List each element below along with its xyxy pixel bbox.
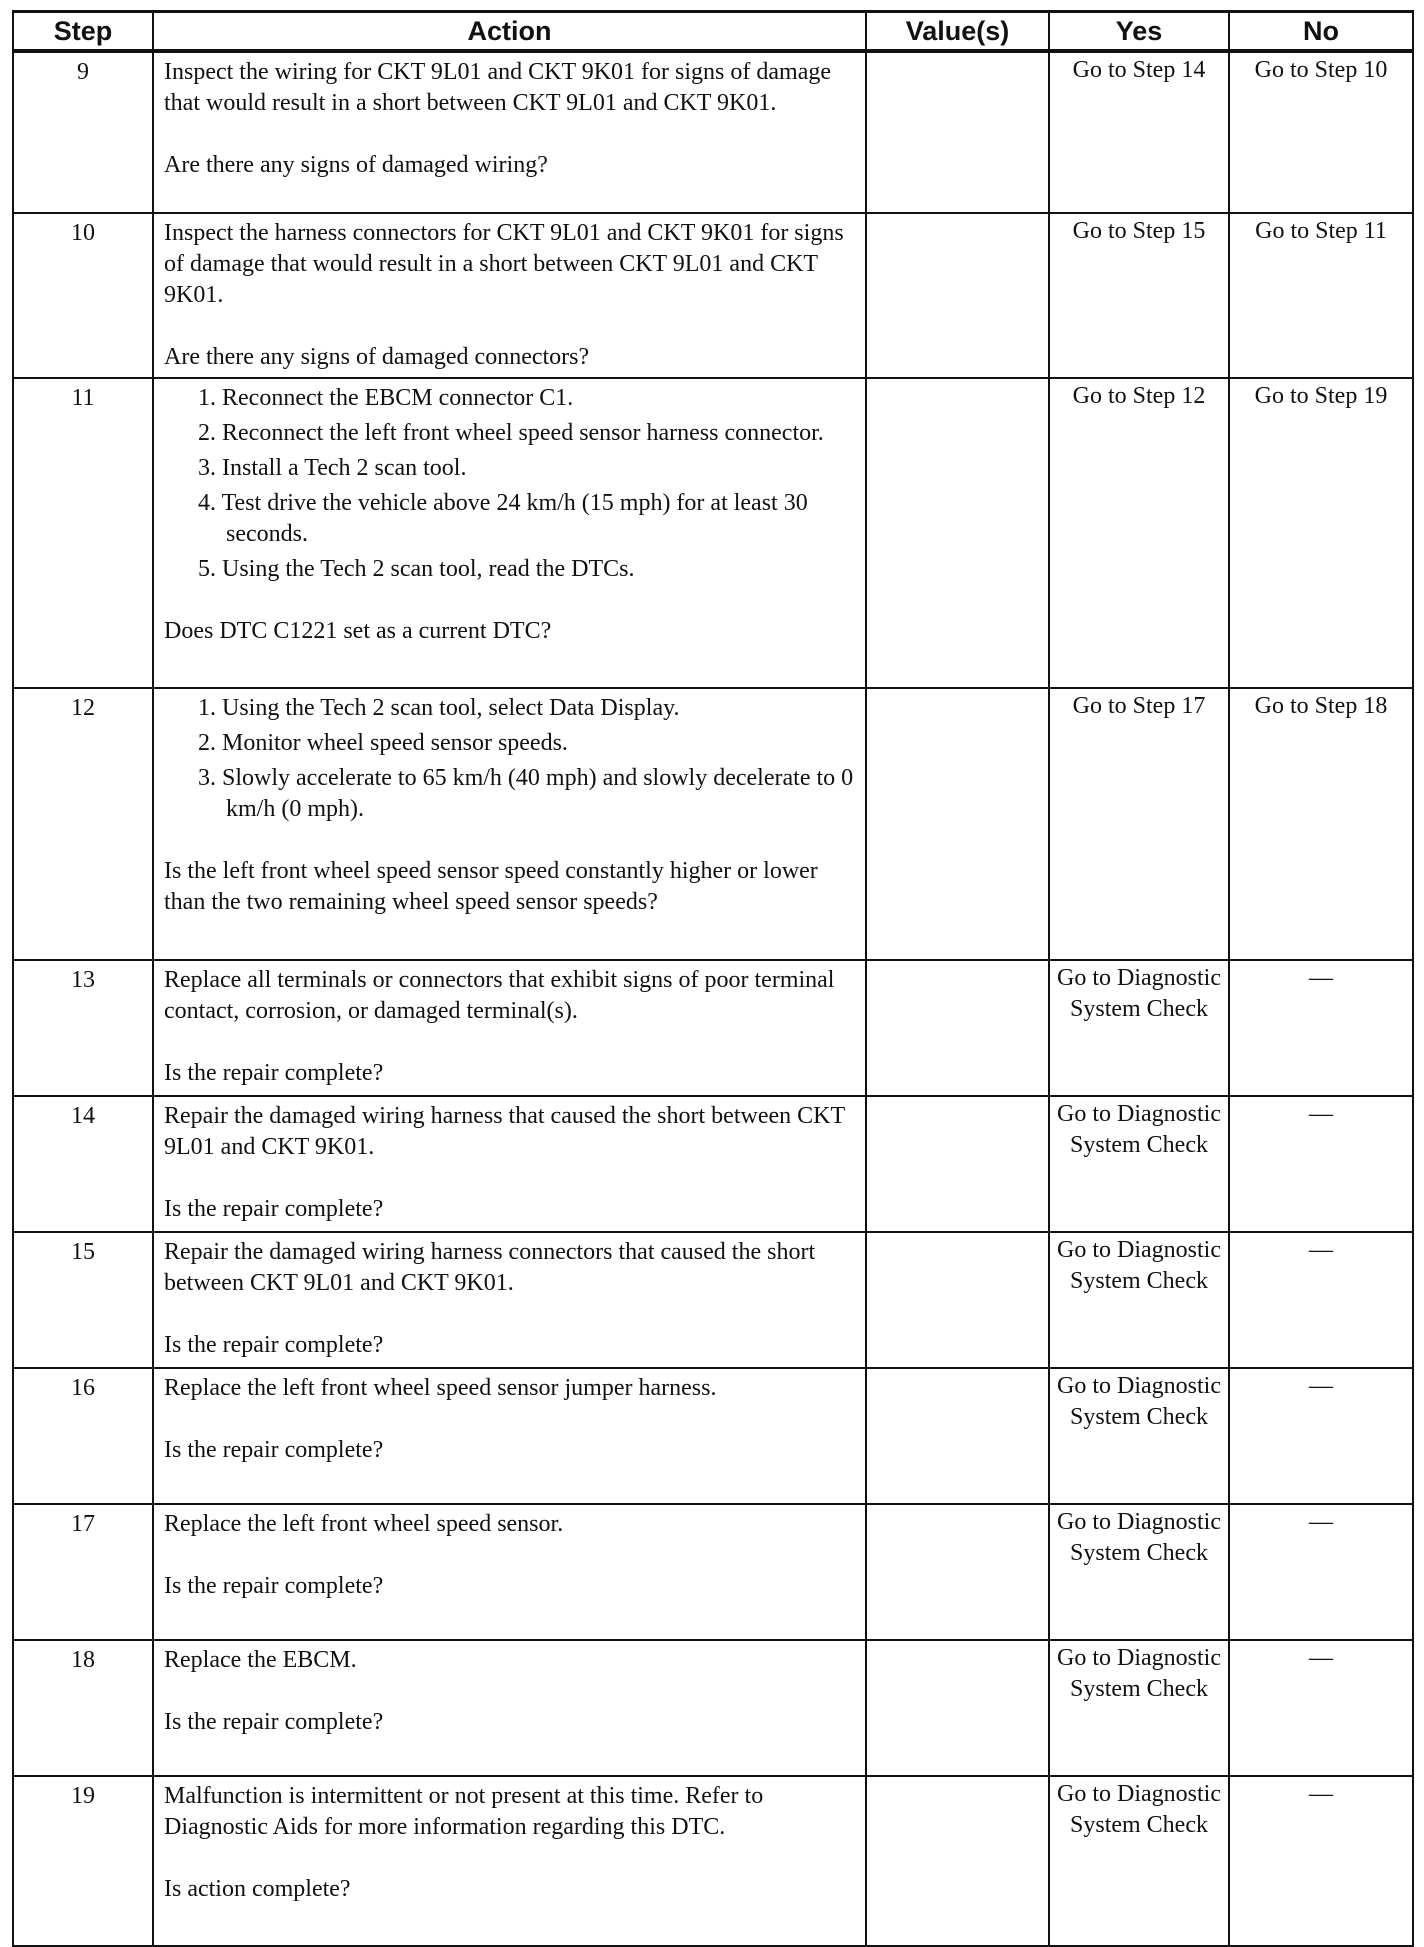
table-row [13,1504,1413,1640]
action-text: Inspect the harness connectors for CKT 9L01 and CKT 9K01 for signs of damage that would result in a short between CKT 9L01 and CKT 9K01. [164,220,844,308]
step-number: 14 [13,1096,153,1232]
yes-outcome: Go to Diagnostic System Check [1049,960,1229,1096]
action-cell [153,51,866,213]
no-outcome: — [1229,1776,1413,1946]
value-cell [866,213,1049,378]
step-number: 19 [13,1776,153,1946]
action-cell [153,378,866,688]
yes-outcome: Go to Step 12 [1049,378,1229,688]
header-step: Step [13,12,153,52]
value-cell [866,1776,1049,1946]
table-row [13,1232,1413,1368]
action-step-item: 2. Monitor wheel speed sensor speeds. [198,730,568,756]
table-row [13,378,1413,688]
action-text: Repair the damaged wiring harness connectors that caused the short between CKT 9L01 and CKT 9K01. [164,1239,816,1296]
no-outcome: Go to Step 18 [1229,688,1413,960]
step-number: 15 [13,1232,153,1368]
table-row [13,1368,1413,1504]
action-question: Are there any signs of damaged wiring? [164,152,548,178]
action-cell [153,1776,866,1946]
action-step-item: 4. Test drive the vehicle above 24 km/h (15 mph) for at least 30 seconds. [198,490,808,547]
action-steps-list [164,383,855,585]
no-outcome: Go to Step 10 [1229,51,1413,213]
header-action: Action [153,12,866,52]
action-step-item: 1. Using the Tech 2 scan tool, select Data Display. [198,695,680,721]
table-row [13,213,1413,378]
yes-outcome: Go to Step 14 [1049,51,1229,213]
action-text: Replace the EBCM. [164,1647,357,1673]
no-outcome: Go to Step 19 [1229,378,1413,688]
yes-outcome: Go to Diagnostic System Check [1049,1640,1229,1776]
action-question: Is the repair complete? [164,1332,384,1358]
action-cell [153,960,866,1096]
action-text: Inspect the wiring for CKT 9L01 and CKT 9K01 for signs of damage that would result in a short between CKT 9L01 and CKT 9K01. [164,59,831,116]
table-row [13,688,1413,960]
table-row [13,1096,1413,1232]
action-cell [153,1640,866,1776]
step-number: 11 [13,378,153,688]
action-step-item: 5. Using the Tech 2 scan tool, read the DTCs. [198,556,635,582]
step-number: 17 [13,1504,153,1640]
action-text: Repair the damaged wiring harness that caused the short between CKT 9L01 and CKT 9K01. [164,1103,845,1160]
table-row [13,1776,1413,1946]
step-number: 13 [13,960,153,1096]
no-outcome: — [1229,1096,1413,1232]
action-cell [153,213,866,378]
step-number: 16 [13,1368,153,1504]
value-cell [866,378,1049,688]
no-outcome: — [1229,960,1413,1096]
value-cell [866,688,1049,960]
value-cell [866,1504,1049,1640]
value-cell [866,1368,1049,1504]
value-cell [866,51,1049,213]
yes-outcome: Go to Diagnostic System Check [1049,1368,1229,1504]
header-values: Value(s) [866,12,1049,52]
action-question: Is the left front wheel speed sensor speed constantly higher or lower than the two remaining wheel speed sensor speeds? [164,858,818,915]
action-step-item: 1. Reconnect the EBCM connector C1. [198,385,574,411]
value-cell [866,1096,1049,1232]
action-text: Replace the left front wheel speed sensor jumper harness. [164,1375,717,1401]
action-cell [153,1504,866,1640]
yes-outcome: Go to Diagnostic System Check [1049,1096,1229,1232]
diagnostic-table [12,10,1414,1947]
step-number: 12 [13,688,153,960]
header-yes: Yes [1049,12,1229,52]
table-row [13,960,1413,1096]
value-cell [866,1640,1049,1776]
no-outcome: — [1229,1368,1413,1504]
action-step-item: 3. Install a Tech 2 scan tool. [198,455,467,481]
action-question: Is action complete? [164,1876,351,1902]
yes-outcome: Go to Diagnostic System Check [1049,1776,1229,1946]
action-question: Are there any signs of damaged connectors? [164,344,590,370]
table-row [13,51,1413,213]
step-number: 9 [13,51,153,213]
step-number: 18 [13,1640,153,1776]
yes-outcome: Go to Step 17 [1049,688,1229,960]
action-question: Is the repair complete? [164,1437,384,1463]
diagnostic-page [12,10,1412,1947]
header-no: No [1229,12,1413,52]
action-cell [153,688,866,960]
action-cell [153,1232,866,1368]
no-outcome: Go to Step 11 [1229,213,1413,378]
value-cell [866,1232,1049,1368]
action-cell [153,1096,866,1232]
action-text: Replace all terminals or connectors that exhibit signs of poor terminal contact, corrosion, or damaged terminal(s). [164,967,835,1024]
yes-outcome: Go to Diagnostic System Check [1049,1232,1229,1368]
table-body [13,51,1413,1946]
no-outcome: — [1229,1232,1413,1368]
table-header-row [13,12,1413,52]
action-steps-list [164,693,855,825]
table-row [13,1640,1413,1776]
action-question: Is the repair complete? [164,1709,384,1735]
yes-outcome: Go to Step 15 [1049,213,1229,378]
action-question: Is the repair complete? [164,1060,384,1086]
value-cell [866,960,1049,1096]
no-outcome: — [1229,1640,1413,1776]
action-step-item: 3. Slowly accelerate to 65 km/h (40 mph) and slowly decelerate to 0 km/h (0 mph). [198,765,854,822]
action-question: Is the repair complete? [164,1573,384,1599]
action-text: Replace the left front wheel speed sensor. [164,1511,564,1537]
action-question: Is the repair complete? [164,1196,384,1222]
yes-outcome: Go to Diagnostic System Check [1049,1504,1229,1640]
no-outcome: — [1229,1504,1413,1640]
step-number: 10 [13,213,153,378]
action-question: Does DTC C1221 set as a current DTC? [164,618,552,644]
action-step-item: 2. Reconnect the left front wheel speed sensor harness connector. [198,420,824,446]
action-cell [153,1368,866,1504]
action-text: Malfunction is intermittent or not present at this time. Refer to Diagnostic Aids for more information regarding this DTC. [164,1783,764,1840]
